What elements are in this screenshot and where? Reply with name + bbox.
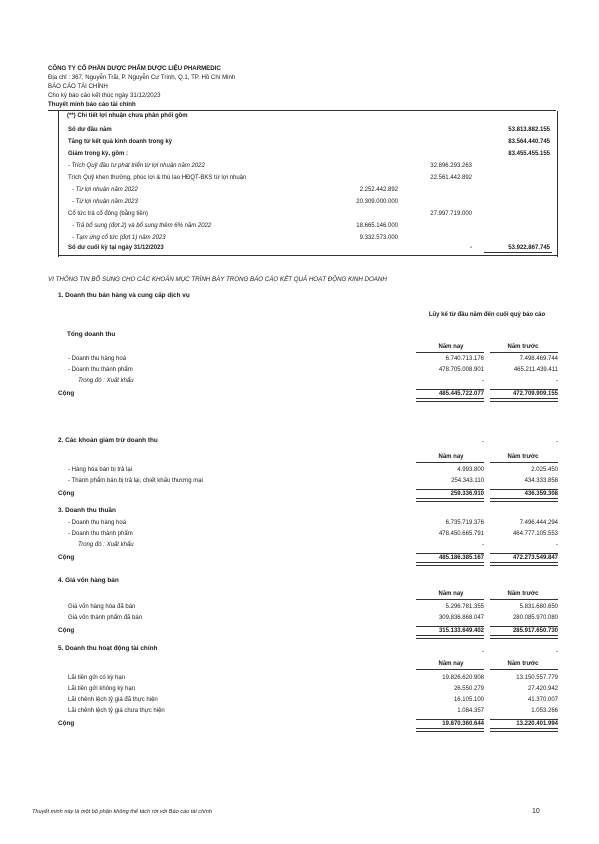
s3-row-label: - Doanh thu hàng hoá [68, 520, 127, 526]
retained-row-label: Tăng từ kết quả kinh doanh trong kỳ [68, 139, 173, 145]
s5-row-label: Lãi tiền gửi không kỳ hạn [68, 686, 136, 692]
retained-title: (**) Chi tiết lợi nhuận chưa phân phối gồm [67, 113, 188, 119]
s1-row-now: 6.740.713.176 [445, 356, 484, 362]
s5-dash-now: - [482, 649, 484, 655]
notes-title: Thuyết minh báo cáo tài chính [48, 101, 136, 108]
s1-row-prev: 465.211.439.411 [513, 367, 558, 373]
s1-col-prev: Năm trước [507, 344, 539, 350]
section-vi-title: VI THÔNG TIN BỔ SUNG CHO CÁC KHOẢN MỤC TRÌNH BÀY TRONG BÁO CÁO KẾT QUẢ HOẠT ĐỘNG KINH DOANH [48, 276, 387, 283]
s1-row-label: - Doanh thu thành phẩm [68, 367, 133, 373]
s3-sum-dbl-now [416, 562, 484, 566]
retained-row-c1: 2.252.442.892 [359, 187, 398, 193]
s4-row-now: 309.836.868.047 [438, 615, 484, 621]
s5-row-prev: 13.150.557.779 [516, 675, 558, 681]
retained-row-c1: 18.665.146.000 [356, 223, 398, 229]
retained-sum-rule [484, 252, 552, 253]
retained-row-c2: - [470, 245, 472, 251]
s4-hdr-rule-prev [490, 599, 558, 600]
s2-row-now: 4.993.800 [457, 467, 484, 473]
s2-hdr-rule-prev [490, 462, 558, 463]
retained-row-c2: 32.896.293.263 [430, 163, 472, 169]
s4-col-prev: Năm trước [507, 591, 539, 597]
s4-hdr-rule-now [416, 599, 484, 600]
s5-sum-dbl-prev [490, 728, 558, 732]
s4-row-label: Giá vốn hàng hóa đã bán [68, 604, 136, 610]
retained-row-c3: 83.455.455.155 [508, 151, 550, 157]
retained-row-label: - Trả bổ sung (đợt 2) và bổ sung thêm 6% năm 2022 [72, 223, 212, 229]
s2-sum-label: Cộng [58, 490, 75, 497]
s2-sum-now: 259.336.910 [450, 491, 484, 497]
s2-dash-prev: - [556, 439, 558, 445]
retained-row-c3: 83.564.440.745 [508, 139, 550, 145]
s2-hdr-rule-now [416, 462, 484, 463]
s3-row-label: - Doanh thu thành phẩm [68, 531, 133, 537]
s2-row-now: 254.343.110 [451, 478, 484, 484]
box-bottom-rule [59, 255, 557, 256]
s1-row-now: 478.705.008.901 [438, 367, 484, 373]
s4-row-prev: 5.831.680.650 [519, 604, 558, 610]
company-name: CÔNG TY CỔ PHẦN DƯỢC PHẨM DƯỢC LIỆU PHARMEDIC [48, 65, 221, 72]
s5-title: 5. Doanh thu hoạt động tài chính [58, 645, 158, 652]
s5-row-now: 26.550.279 [453, 686, 484, 692]
s5-sum-dbl-now [416, 728, 484, 732]
s5-row-prev: 41.370.007 [527, 697, 558, 703]
s3-sum-now: 485.186.385.167 [438, 555, 484, 561]
s2-title: 2. Các khoản giảm trừ doanh thu [58, 437, 158, 444]
s5-row-label: Lãi tiền gửi có kỳ hạn [68, 675, 126, 681]
s1-total-label: Tổng doanh thu [67, 331, 116, 338]
s1-title: 1. Doanh thu bán hàng và cung cấp dịch vụ [58, 292, 190, 299]
s1-sum-now: 485.445.722.077 [438, 391, 484, 397]
s2-sum-prev: 436.359.308 [524, 491, 558, 497]
retained-row-label: - Tạm ứng cổ tức (đợt 1) năm 2023 [72, 235, 166, 241]
s3-row-label: Trong đó : Xuất khẩu [78, 542, 134, 548]
s5-row-prev: 1.053.266 [531, 708, 558, 714]
s2-row-label: - Hàng hóa bán bị trả lại [68, 467, 133, 473]
s2-col-prev: Năm trước [507, 454, 539, 460]
s4-row-prev: 280.085.970.080 [512, 615, 558, 621]
s4-row-now: 5.296.781.355 [445, 604, 484, 610]
s5-row-label: Lãi chênh lệch tỷ giá đã thực hiện [68, 697, 158, 703]
s4-sum-dbl-now [416, 635, 484, 639]
s2-row-prev: 2.025.450 [531, 467, 558, 473]
s3-sum-label: Cộng [58, 554, 75, 561]
retained-row-label: Trích Quỹ khen thưởng, phúc lợi & thù lao HĐQT-BKS từ lợi nhuận [68, 175, 247, 181]
s5-row-prev: 27.420.942 [527, 686, 558, 692]
s5-hdr-rule-now [416, 669, 484, 670]
s4-col-now: Năm nay [438, 591, 464, 597]
s2-row-prev: 434.333.858 [524, 478, 558, 484]
s2-dash-now: - [482, 439, 484, 445]
s1-hdr-rule-now [416, 352, 484, 353]
report-title: BÁO CÁO TÀI CHÍNH [48, 83, 108, 90]
retained-row-label: Số dư đầu năm [68, 127, 112, 133]
retained-row-c1: 20.309.000.000 [356, 199, 398, 205]
s5-sum-now: 19.870.360.644 [442, 721, 484, 727]
retained-row-label: - Từ lợi nhuận năm 2023 [72, 199, 138, 205]
s3-sum-prev: 472.273.549.847 [512, 555, 558, 561]
report-period: Cho kỳ báo cáo kết thúc ngày 31/12/2023 [48, 92, 161, 99]
s4-row-label: Giá vốn thành phẩm đã bán [68, 615, 143, 621]
s4-sum-prev: 285.917.650.730 [512, 628, 558, 634]
s3-row-now: - [482, 542, 484, 548]
s2-col-now: Năm nay [438, 454, 464, 460]
s1-hdr-rule-prev [490, 352, 558, 353]
footer-note: Thuyết minh này là một bộ phận không thể tách rời với Báo cáo tài chính [32, 809, 212, 815]
s1-sum-label: Cộng [58, 390, 75, 397]
s5-row-now: 16.105.100 [453, 697, 484, 703]
s5-row-label: Lãi chênh lệch tỷ giá chưa thực hiện [68, 708, 165, 714]
retained-row-label: - Từ lợi nhuận năm 2022 [72, 187, 138, 193]
s3-row-prev: - [556, 542, 558, 548]
s3-row-now: 478.450.665.791 [438, 531, 484, 537]
s5-col-prev: Năm trước [507, 661, 539, 667]
s2-sum-dbl-prev [490, 498, 558, 502]
s1-row-prev: - [556, 378, 558, 384]
s4-sum-now: 315.133.649.402 [438, 628, 484, 634]
retained-row-label: Cổ tức trả cổ đông (bằng tiền) [68, 211, 149, 217]
s2-sum-dbl-now [416, 498, 484, 502]
company-address: Địa chỉ : 367, Nguyễn Trãi, P. Nguyễn Cư Trinh, Q.1, TP. Hồ Chí Minh [48, 74, 236, 81]
s2-row-label: - Thành phẩm bán bị trả lại, chiết khấu thương mại [68, 478, 203, 484]
s4-title: 4. Giá vốn hàng bán [58, 577, 119, 584]
retained-row-c3: 53.922.867.745 [508, 245, 550, 251]
s5-row-now: 1.084.357 [457, 708, 484, 714]
s5-col-now: Năm nay [438, 661, 464, 667]
s5-dash-prev: - [556, 649, 558, 655]
s3-row-now: 6.735.719.376 [445, 520, 484, 526]
s1-sum-prev: 472.709.909.155 [512, 391, 558, 397]
retained-row-c3: 53.813.882.155 [508, 127, 550, 133]
s5-row-now: 19.826.620.908 [442, 675, 484, 681]
s1-row-label: - Doanh thu hàng hoá [68, 356, 127, 362]
retained-row-label: Giảm trong kỳ, gồm : [68, 151, 129, 157]
s1-col-now: Năm nay [438, 344, 464, 350]
s1-sum-dbl-now [416, 398, 484, 402]
retained-row-label: - Trích Quỹ đầu tư phát triển từ lợi nhuận năm 2022 [68, 163, 205, 169]
retained-row-c2: 27.997.719.000 [430, 211, 472, 217]
s3-row-prev: 464.777.105.553 [512, 531, 558, 537]
s1-row-label: Trong đó : Xuất khẩu [78, 378, 134, 384]
retained-row-label: Số dư cuối kỳ tại ngày 31/12/2023 [68, 245, 164, 251]
s5-hdr-rule-prev [490, 669, 558, 670]
s3-title: 3. Doanh thu thuần [58, 507, 116, 514]
page-number: 10 [532, 808, 540, 815]
s5-sum-label: Cộng [58, 720, 75, 727]
s4-sum-dbl-prev [490, 635, 558, 639]
s3-sum-dbl-prev [490, 562, 558, 566]
s1-sum-dbl-prev [490, 398, 558, 402]
s5-sum-prev: 13.220.401.994 [516, 721, 558, 727]
s4-sum-label: Cộng [58, 627, 75, 634]
s1-row-now: - [482, 378, 484, 384]
s3-row-prev: 7.496.444.294 [519, 520, 558, 526]
retained-row-c2: 22.561.442.892 [430, 175, 472, 181]
s1-row-prev: 7.498.469.744 [519, 356, 558, 362]
s1-cum-header: Lũy kế từ đầu năm đến cuối quý báo cáo [428, 312, 546, 318]
retained-row-c1: 9.332.573.000 [359, 235, 398, 241]
